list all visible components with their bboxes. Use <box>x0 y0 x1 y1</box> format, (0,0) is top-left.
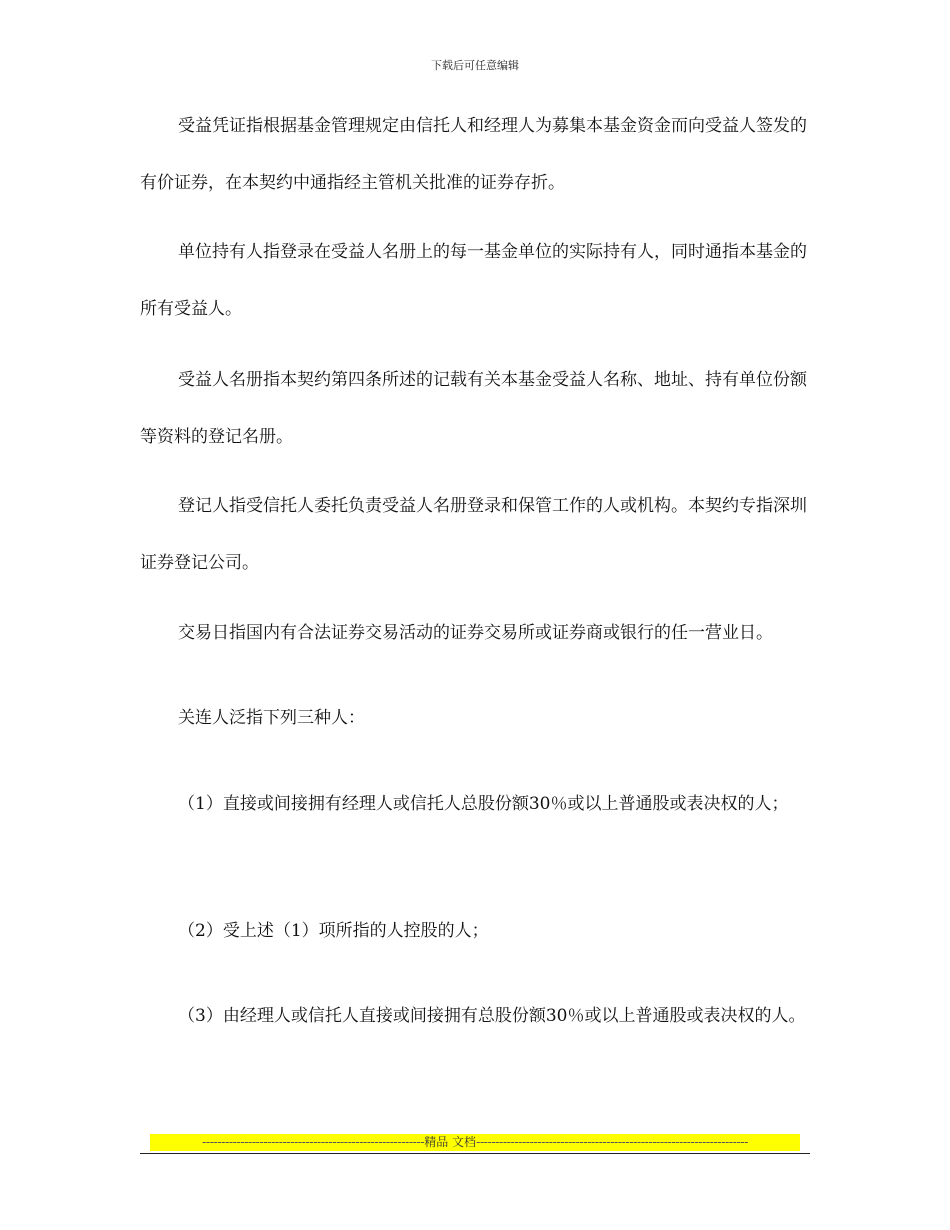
list-item-3: （3）由经理人或信托人直接或间接拥有总股份额30％或以上普通股或表决权的人。 <box>178 1006 806 1026</box>
page-header: 下载后可任意编辑 <box>431 59 519 72</box>
paragraph-registrar: 登记人指受信托人委托负责受益人名册登录和保管工作的人或机构。本契约专指深圳证券登记公司。 <box>140 496 807 573</box>
footer-label: 精品 文档 <box>424 1135 477 1149</box>
paragraph-beneficiary-certificate: 受益凭证指根据基金管理规定由信托人和经理人为募集本基金资金而向受益人签发的有价证券，在本契约中通指经主管机关批准的证券存折。 <box>140 116 807 193</box>
footer-dashes-right: ----------------------------------------------------------------------- <box>476 1135 748 1149</box>
paragraph-beneficiary-register: 受益人名册指本契约第四条所述的记载有关本基金受益人名称、地址、持有单位份额等资料的登记名册。 <box>140 370 807 447</box>
page-footer <box>140 1134 810 1156</box>
footer-dashes-left: ---------------------------------------------------------- <box>202 1135 425 1149</box>
footer-rule <box>140 1153 810 1154</box>
paragraph-unit-holder: 单位持有人指登录在受益人名册上的每一基金单位的实际持有人，同时通指本基金的所有受益人。 <box>140 242 807 319</box>
footer-highlight-band <box>150 1134 800 1151</box>
paragraph-related-party: 关连人泛指下列三种人： <box>178 708 365 728</box>
list-item-1: （1）直接或间接拥有经理人或信托人总股份额30％或以上普通股或表决权的人； <box>178 794 789 814</box>
list-item-2: （2）受上述（1）项所指的人控股的人； <box>178 921 489 941</box>
paragraph-trading-day: 交易日指国内有合法证券交易活动的证券交易所或证券商或银行的任一营业日。 <box>178 623 773 643</box>
